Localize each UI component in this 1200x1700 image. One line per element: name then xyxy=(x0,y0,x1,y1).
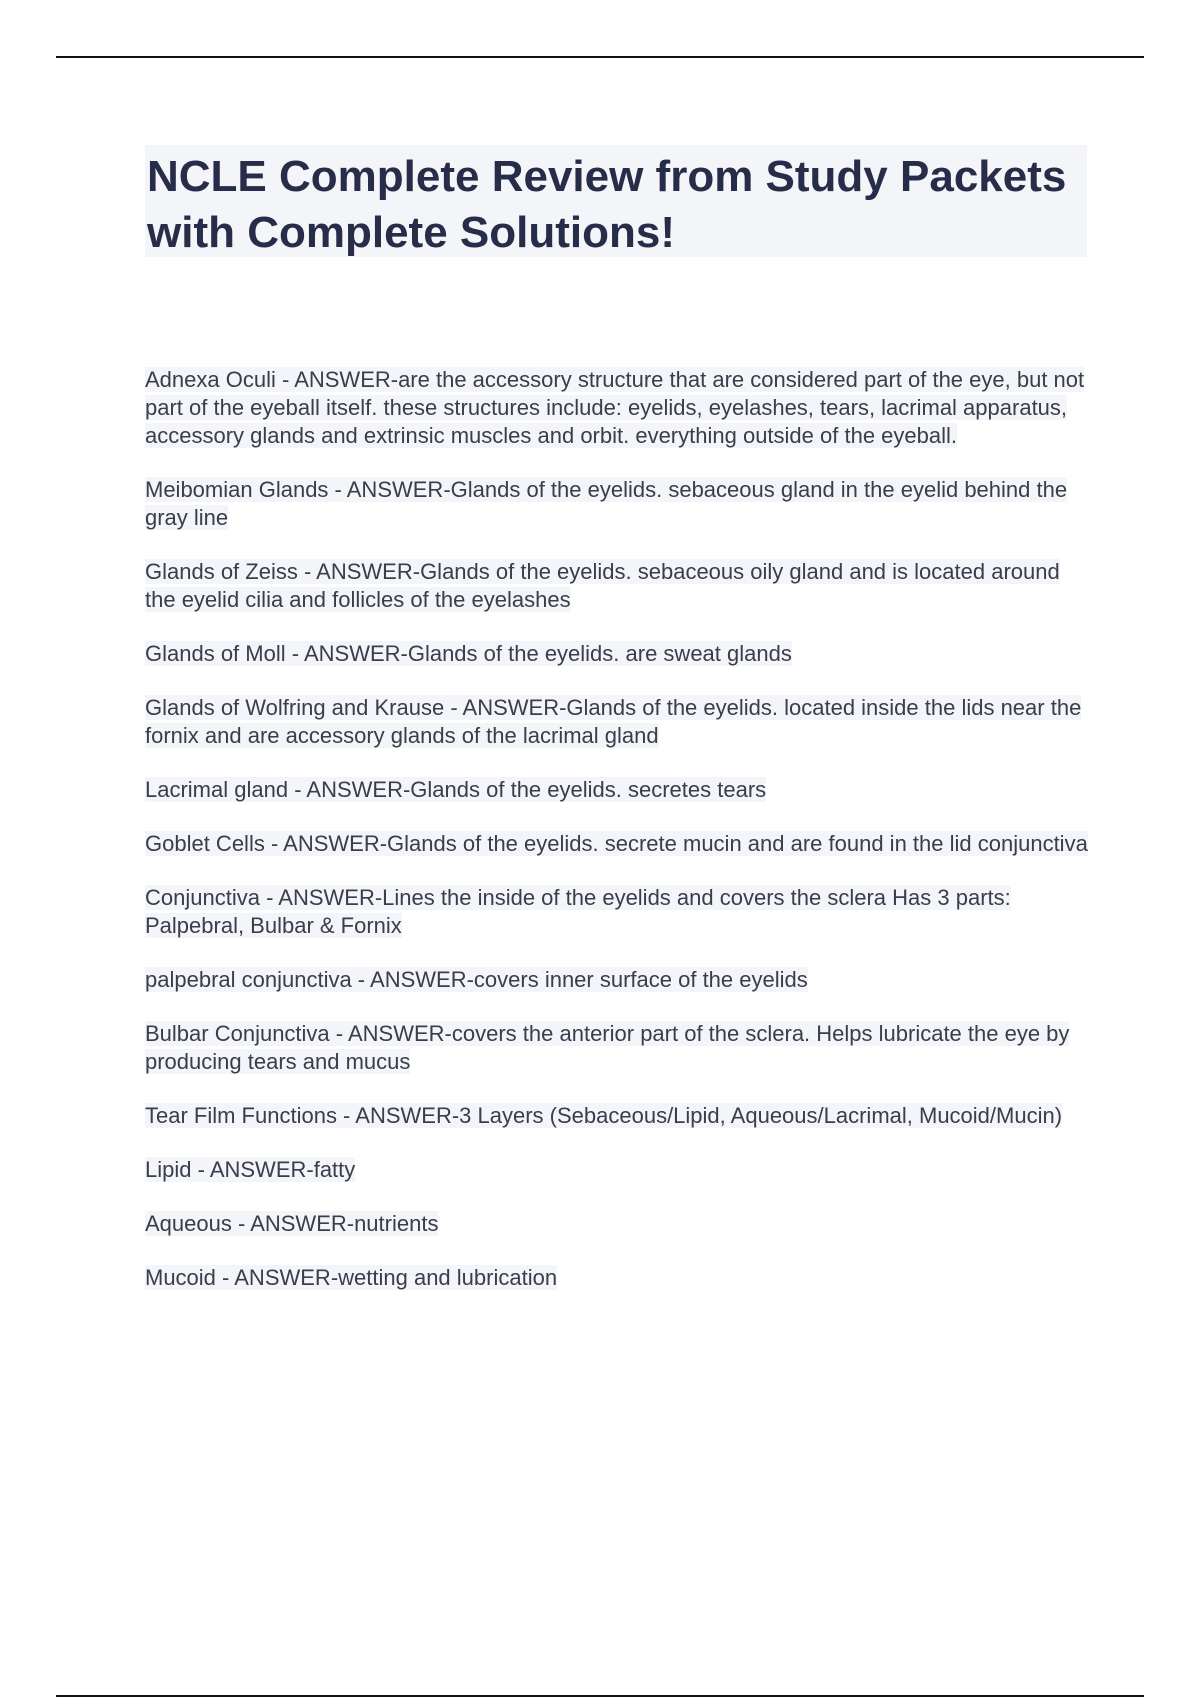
qa-entry xyxy=(145,1102,1090,1130)
qa-entry xyxy=(145,366,1090,450)
qa-entry xyxy=(145,694,1090,750)
qa-entry-text: Lacrimal gland - ANSWER-Glands of the eyelids. secretes tears xyxy=(145,777,767,802)
qa-entry-text: Bulbar Conjunctiva - ANSWER-covers the anterior part of the sclera. Helps lubricate the eye by producing tears and mucus xyxy=(145,1021,1070,1074)
qa-entry xyxy=(145,558,1090,614)
qa-entry-text: Glands of Zeiss - ANSWER-Glands of the eyelids. sebaceous oily gland and is located around the eyelid cilia and follicles of the eyelashes xyxy=(145,559,1060,612)
qa-list xyxy=(145,366,1090,1318)
qa-entry-text: Conjunctiva - ANSWER-Lines the inside of the eyelids and covers the sclera Has 3 parts: Palpebral, Bulbar & Fornix xyxy=(145,885,1011,938)
qa-entry xyxy=(145,830,1090,858)
qa-entry-text: Glands of Moll - ANSWER-Glands of the eyelids. are sweat glands xyxy=(145,641,792,666)
qa-entry xyxy=(145,1156,1090,1184)
qa-entry-text: palpebral conjunctiva - ANSWER-covers inner surface of the eyelids xyxy=(145,967,808,992)
qa-entry-text: Meibomian Glands - ANSWER-Glands of the eyelids. sebaceous gland in the eyelid behind the gray line xyxy=(145,477,1068,530)
qa-entry-text: Glands of Wolfring and Krause - ANSWER-Glands of the eyelids. located inside the lids near the fornix and are accessory glands of the lacrimal gland xyxy=(145,695,1082,748)
qa-entry xyxy=(145,776,1090,804)
title-block xyxy=(145,145,1087,257)
qa-entry-text: Tear Film Functions - ANSWER-3 Layers (Sebaceous/Lipid, Aqueous/Lacrimal, Mucoid/Mucin) xyxy=(145,1103,1063,1128)
qa-entry xyxy=(145,476,1090,532)
footer-rule xyxy=(56,1695,1144,1697)
qa-entry-text: Lipid - ANSWER-fatty xyxy=(145,1157,356,1182)
header-rule xyxy=(56,56,1144,58)
qa-entry-text: Mucoid - ANSWER-wetting and lubrication xyxy=(145,1265,558,1290)
page-title: NCLE Complete Review from Study Packets with Complete Solutions! xyxy=(147,152,1067,257)
qa-entry-text: Aqueous - ANSWER-nutrients xyxy=(145,1211,439,1236)
qa-entry xyxy=(145,1020,1090,1076)
qa-entry-text: Adnexa Oculi - ANSWER-are the accessory structure that are considered part of the eye, but not part of the eyeball itself. these structures include: eyelids, eyelashes, tears, lacrimal apparatus, accessory glands and extrinsic muscles and orbit. everything outside of the eyeball. xyxy=(145,367,1085,448)
qa-entry xyxy=(145,1210,1090,1238)
qa-entry xyxy=(145,884,1090,940)
qa-entry-text: Goblet Cells - ANSWER-Glands of the eyelids. secrete mucin and are found in the lid conjunctiva xyxy=(145,831,1088,856)
qa-entry xyxy=(145,1264,1090,1292)
qa-entry xyxy=(145,640,1090,668)
qa-entry xyxy=(145,966,1090,994)
